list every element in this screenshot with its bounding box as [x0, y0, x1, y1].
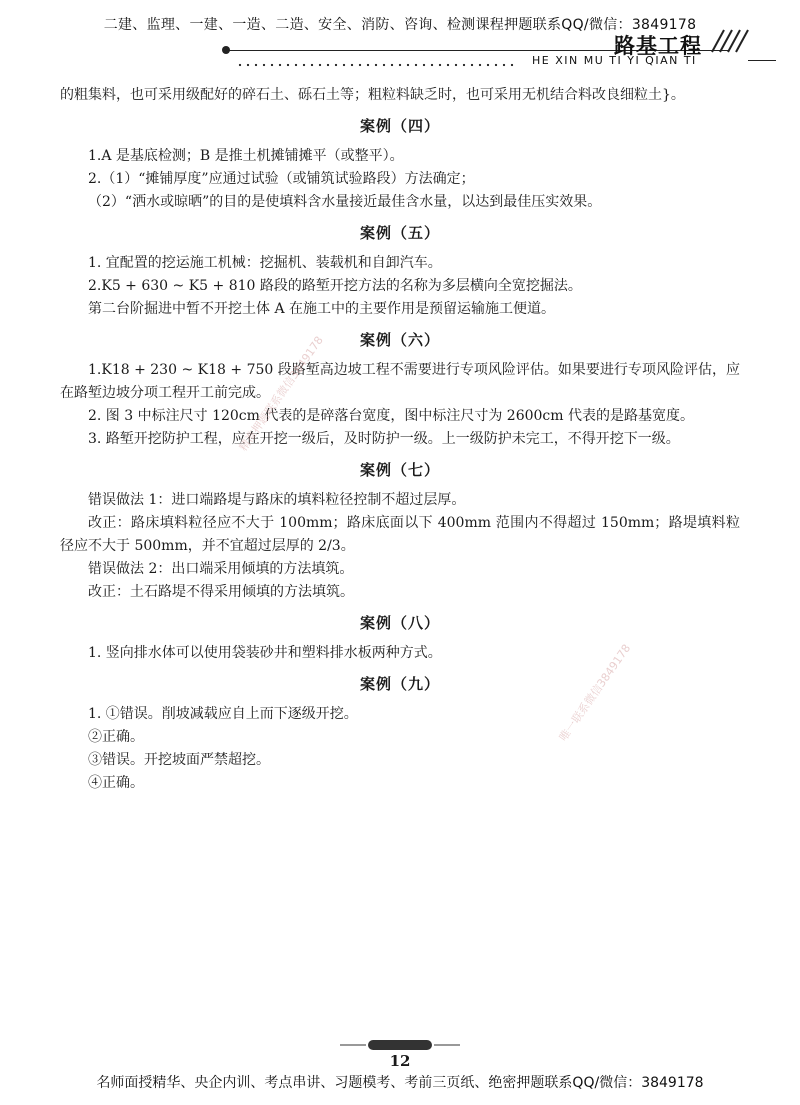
case7-title: 案例（七）	[359, 461, 440, 479]
intro-line: 的粗集料，也可采用级配好的碎石土、砾石土等；粗粒料缺乏时，也可采用无机结合料改良细粒土}。	[60, 87, 685, 103]
header-dotted-line	[236, 63, 516, 67]
bottom-banner: 名师面授精华、央企内训、考点串讲、习题模考、考前三页纸、绝密押题联系QQ/微信：3849178	[96, 1075, 704, 1091]
case5-line-2: 2.K5 + 630 ~ K5 + 810 路段的路堑开挖方法的名称为多层横向全宽挖掘法。	[88, 278, 582, 294]
case9-line-4: ④正确。	[88, 775, 144, 791]
case4-line-2: 2.（1）“摊铺厚度”应通过试验（或铺筑试验路段）方法确定；	[88, 171, 475, 187]
header-slash-decoration	[706, 28, 756, 54]
case6-line-3: 3. 路堑开挖防护工程，应在开挖一级后，及时防护一级。上一级防护未完工，不得开挖下一级。	[88, 431, 680, 447]
case6-title: 案例（六）	[359, 331, 440, 349]
watermark-1: 精准押题联系微信3849178	[236, 333, 326, 454]
header-dash	[748, 60, 776, 61]
case5-line-3: 第二台阶掘进中暂不开挖土体 A 在施工中的主要作用是预留运输施工便道。	[88, 301, 556, 317]
case5-line-1: 1. 宜配置的挖运施工机械：挖掘机、装载机和自卸汽车。	[88, 255, 442, 271]
case9-line-2: ②正确。	[88, 729, 144, 745]
case7-line-1: 错误做法 1：进口端路堤与路床的填料粒径控制不超过层厚。	[88, 492, 466, 508]
case9-title: 案例（九）	[359, 675, 440, 693]
case9-line-1: 1. ①错误。削坡减载应自上而下逐级开挖。	[88, 706, 358, 722]
case7-line-4: 改正：土石路堤不得采用倾填的方法填筑。	[88, 584, 354, 600]
case8-title: 案例（八）	[359, 614, 440, 632]
case6-line-1: 1.K18 + 230 ~ K18 + 750 段路堑高边坡工程不需要进行专项风险评估。如果要进行专项风险评估，应在路堑边坡分项工程开工前完成。	[60, 362, 740, 401]
case9-line-3: ③错误。开挖坡面严禁超挖。	[88, 752, 270, 768]
case7-line-3: 错误做法 2：出口端采用倾填的方法填筑。	[88, 561, 354, 577]
header-title: 路基工程	[614, 34, 702, 58]
watermark-2: 唯一联系微信3849178	[556, 641, 634, 744]
header-pinyin: HE XIN MU TI YI QIAN TI	[532, 54, 697, 67]
footer-ornament	[340, 1038, 460, 1052]
top-banner: 二建、监理、一建、一造、二造、安全、消防、咨询、检测课程押题联系QQ/微信：3849178	[103, 17, 697, 33]
case4-title: 案例（四）	[359, 117, 440, 135]
case4-line-1: 1.A 是基底检测；B 是推土机摊铺摊平（或整平）。	[88, 148, 404, 164]
case8-line-1: 1. 竖向排水体可以使用袋装砂井和塑料排水板两种方式。	[88, 645, 442, 661]
page-number: 12	[389, 1052, 411, 1070]
case5-title: 案例（五）	[359, 224, 440, 242]
answer-content	[60, 84, 740, 795]
case4-line-3: （2）“洒水或晾晒”的目的是使填料含水量接近最佳含水量，以达到最佳压实效果。	[88, 194, 602, 210]
case7-line-2: 改正：路床填料粒径应不大于 100mm；路床底面以下 400mm 范围内不得超过 150mm；路堤填料粒径应不大于 500mm，并不宜超过层厚的 2/3。	[60, 515, 740, 554]
case6-line-2: 2. 图 3 中标注尺寸 120cm 代表的是碎落台宽度，图中标注尺寸为 2600cm 代表的是路基宽度。	[88, 408, 694, 424]
